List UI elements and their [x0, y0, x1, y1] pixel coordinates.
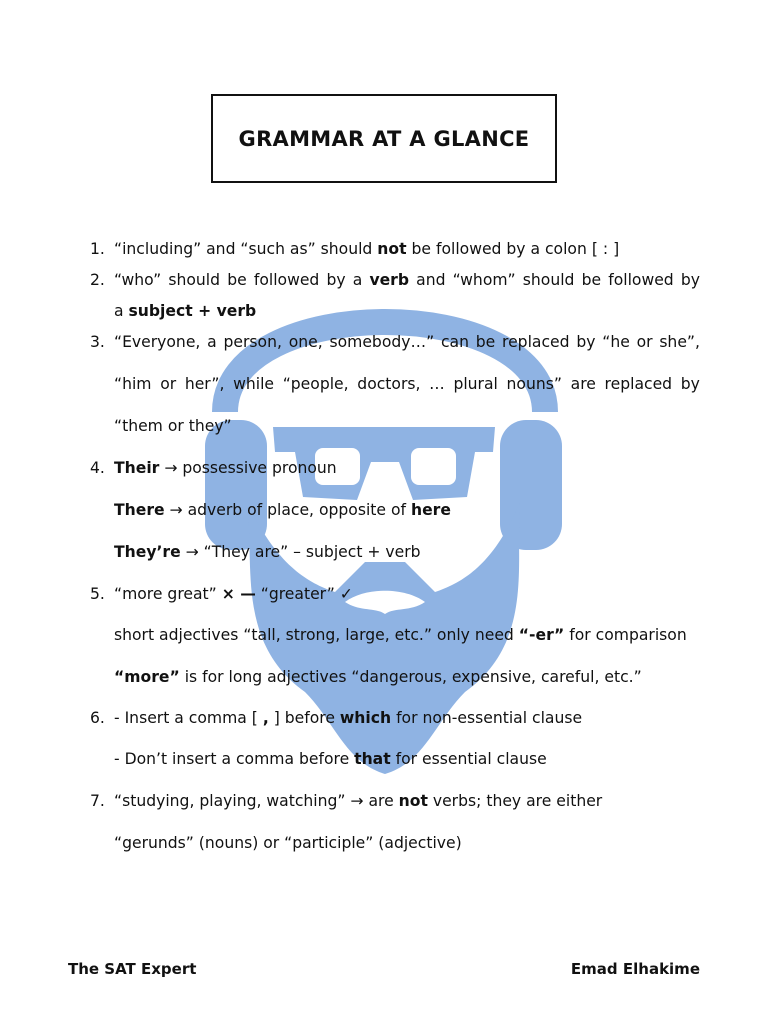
word: by	[576, 333, 596, 351]
rule-number: 1.	[90, 240, 105, 258]
bold-term: × —	[221, 585, 256, 603]
rule-number: 7.	[90, 792, 105, 810]
word: be	[227, 271, 247, 289]
word: can	[440, 333, 469, 351]
text-segment: verbs; they are either	[427, 792, 603, 810]
bold-word: verb	[369, 271, 410, 289]
word: doctors,	[357, 375, 421, 393]
rule-line	[114, 333, 700, 351]
word: plural	[453, 375, 498, 393]
word: are	[570, 375, 596, 393]
footer-right: Emad Elhakime	[570, 960, 700, 978]
bold-term: here	[410, 501, 451, 519]
text-segment: → adverb of place, opposite of	[164, 501, 411, 519]
word: “Everyone,	[114, 333, 201, 351]
bold-term: which	[339, 709, 392, 727]
rule-number: 4.	[90, 459, 105, 477]
text-segment: “studying, playing, watching” → are	[114, 792, 399, 810]
word: or	[636, 333, 653, 351]
word: by	[326, 271, 346, 289]
bold-term: “more”	[114, 668, 180, 686]
text-segment: for comparison	[564, 626, 687, 644]
text-segment: short adjectives “tall, strong, large, etc.” only need	[114, 626, 519, 644]
word: one,	[288, 333, 323, 351]
text-segment: “gerunds” (nouns) or “participle” (adjective)	[114, 834, 462, 852]
word: replaced	[604, 375, 673, 393]
text-segment: is for long adjectives “dangerous, expensive, careful, etc.”	[179, 668, 642, 686]
word: somebody…”	[329, 333, 435, 351]
text-segment: “them or they”	[114, 417, 232, 435]
bold-term: that	[354, 750, 391, 768]
rule-number: 5.	[90, 585, 105, 603]
word: should	[168, 271, 221, 289]
word: followed	[253, 271, 320, 289]
bold-term: There	[114, 501, 165, 519]
rule-line	[114, 626, 687, 644]
text-segment: for non-essential clause	[391, 709, 583, 727]
bold-term: They’re	[114, 543, 181, 561]
text-segment: a	[114, 302, 129, 320]
text-segment: - Insert a comma [	[114, 709, 263, 727]
word: while	[233, 375, 275, 393]
word: person,	[223, 333, 282, 351]
rule-line	[114, 709, 582, 727]
word: and	[416, 271, 446, 289]
rule-line	[114, 834, 462, 852]
rule-line	[114, 668, 642, 686]
rule-line	[114, 375, 700, 393]
rule-line	[114, 792, 602, 810]
text-segment: for essential clause	[390, 750, 547, 768]
rule-line	[114, 501, 451, 519]
word: nouns”	[506, 375, 562, 393]
word: be	[581, 271, 602, 289]
rule-line	[114, 271, 700, 289]
text-segment: “including” and “such as” should	[114, 240, 378, 258]
word: replaced	[502, 333, 570, 351]
rule-number: 2.	[90, 271, 105, 289]
bold-term: not	[398, 792, 428, 810]
text-segment: “more great”	[114, 585, 222, 603]
rule-number: 6.	[90, 709, 105, 727]
word: be	[475, 333, 496, 351]
word: by	[680, 375, 700, 393]
word: “who”	[114, 271, 162, 289]
rule-line	[114, 750, 547, 768]
text-segment: - Don’t insert a comma before	[114, 750, 355, 768]
bold-term: Their	[114, 459, 160, 477]
footer-left: The SAT Expert	[68, 960, 197, 978]
bold-term: subject + verb	[128, 302, 257, 320]
word: “whom”	[452, 271, 516, 289]
text-segment: be followed by a colon [ : ]	[406, 240, 620, 258]
word: a	[352, 271, 363, 289]
rule-line	[114, 417, 232, 435]
rule-line	[114, 302, 256, 320]
word: “him	[114, 375, 152, 393]
bold-term: not	[377, 240, 407, 258]
word: followed	[608, 271, 674, 289]
word: …	[429, 375, 445, 393]
word: should	[522, 271, 575, 289]
word: her”,	[184, 375, 225, 393]
rule-line	[114, 543, 421, 561]
word: a	[207, 333, 217, 351]
rule-number: 3.	[90, 333, 105, 351]
bold-term: “-er”	[518, 626, 565, 644]
rule-line	[114, 585, 353, 603]
text-segment: “greater” ✓	[255, 585, 353, 603]
word: “people,	[282, 375, 349, 393]
word: by	[680, 271, 700, 289]
rule-line	[114, 240, 619, 258]
text-segment: → “They are” – subject + verb	[180, 543, 421, 561]
rule-line	[114, 459, 337, 477]
page-title: GRAMMAR AT A GLANCE	[238, 126, 530, 151]
word: “he	[602, 333, 630, 351]
text-segment: → possessive pronoun	[159, 459, 337, 477]
text-segment: ] before	[268, 709, 340, 727]
bold-term: ,	[262, 709, 269, 727]
word: she”,	[659, 333, 700, 351]
word: or	[160, 375, 177, 393]
